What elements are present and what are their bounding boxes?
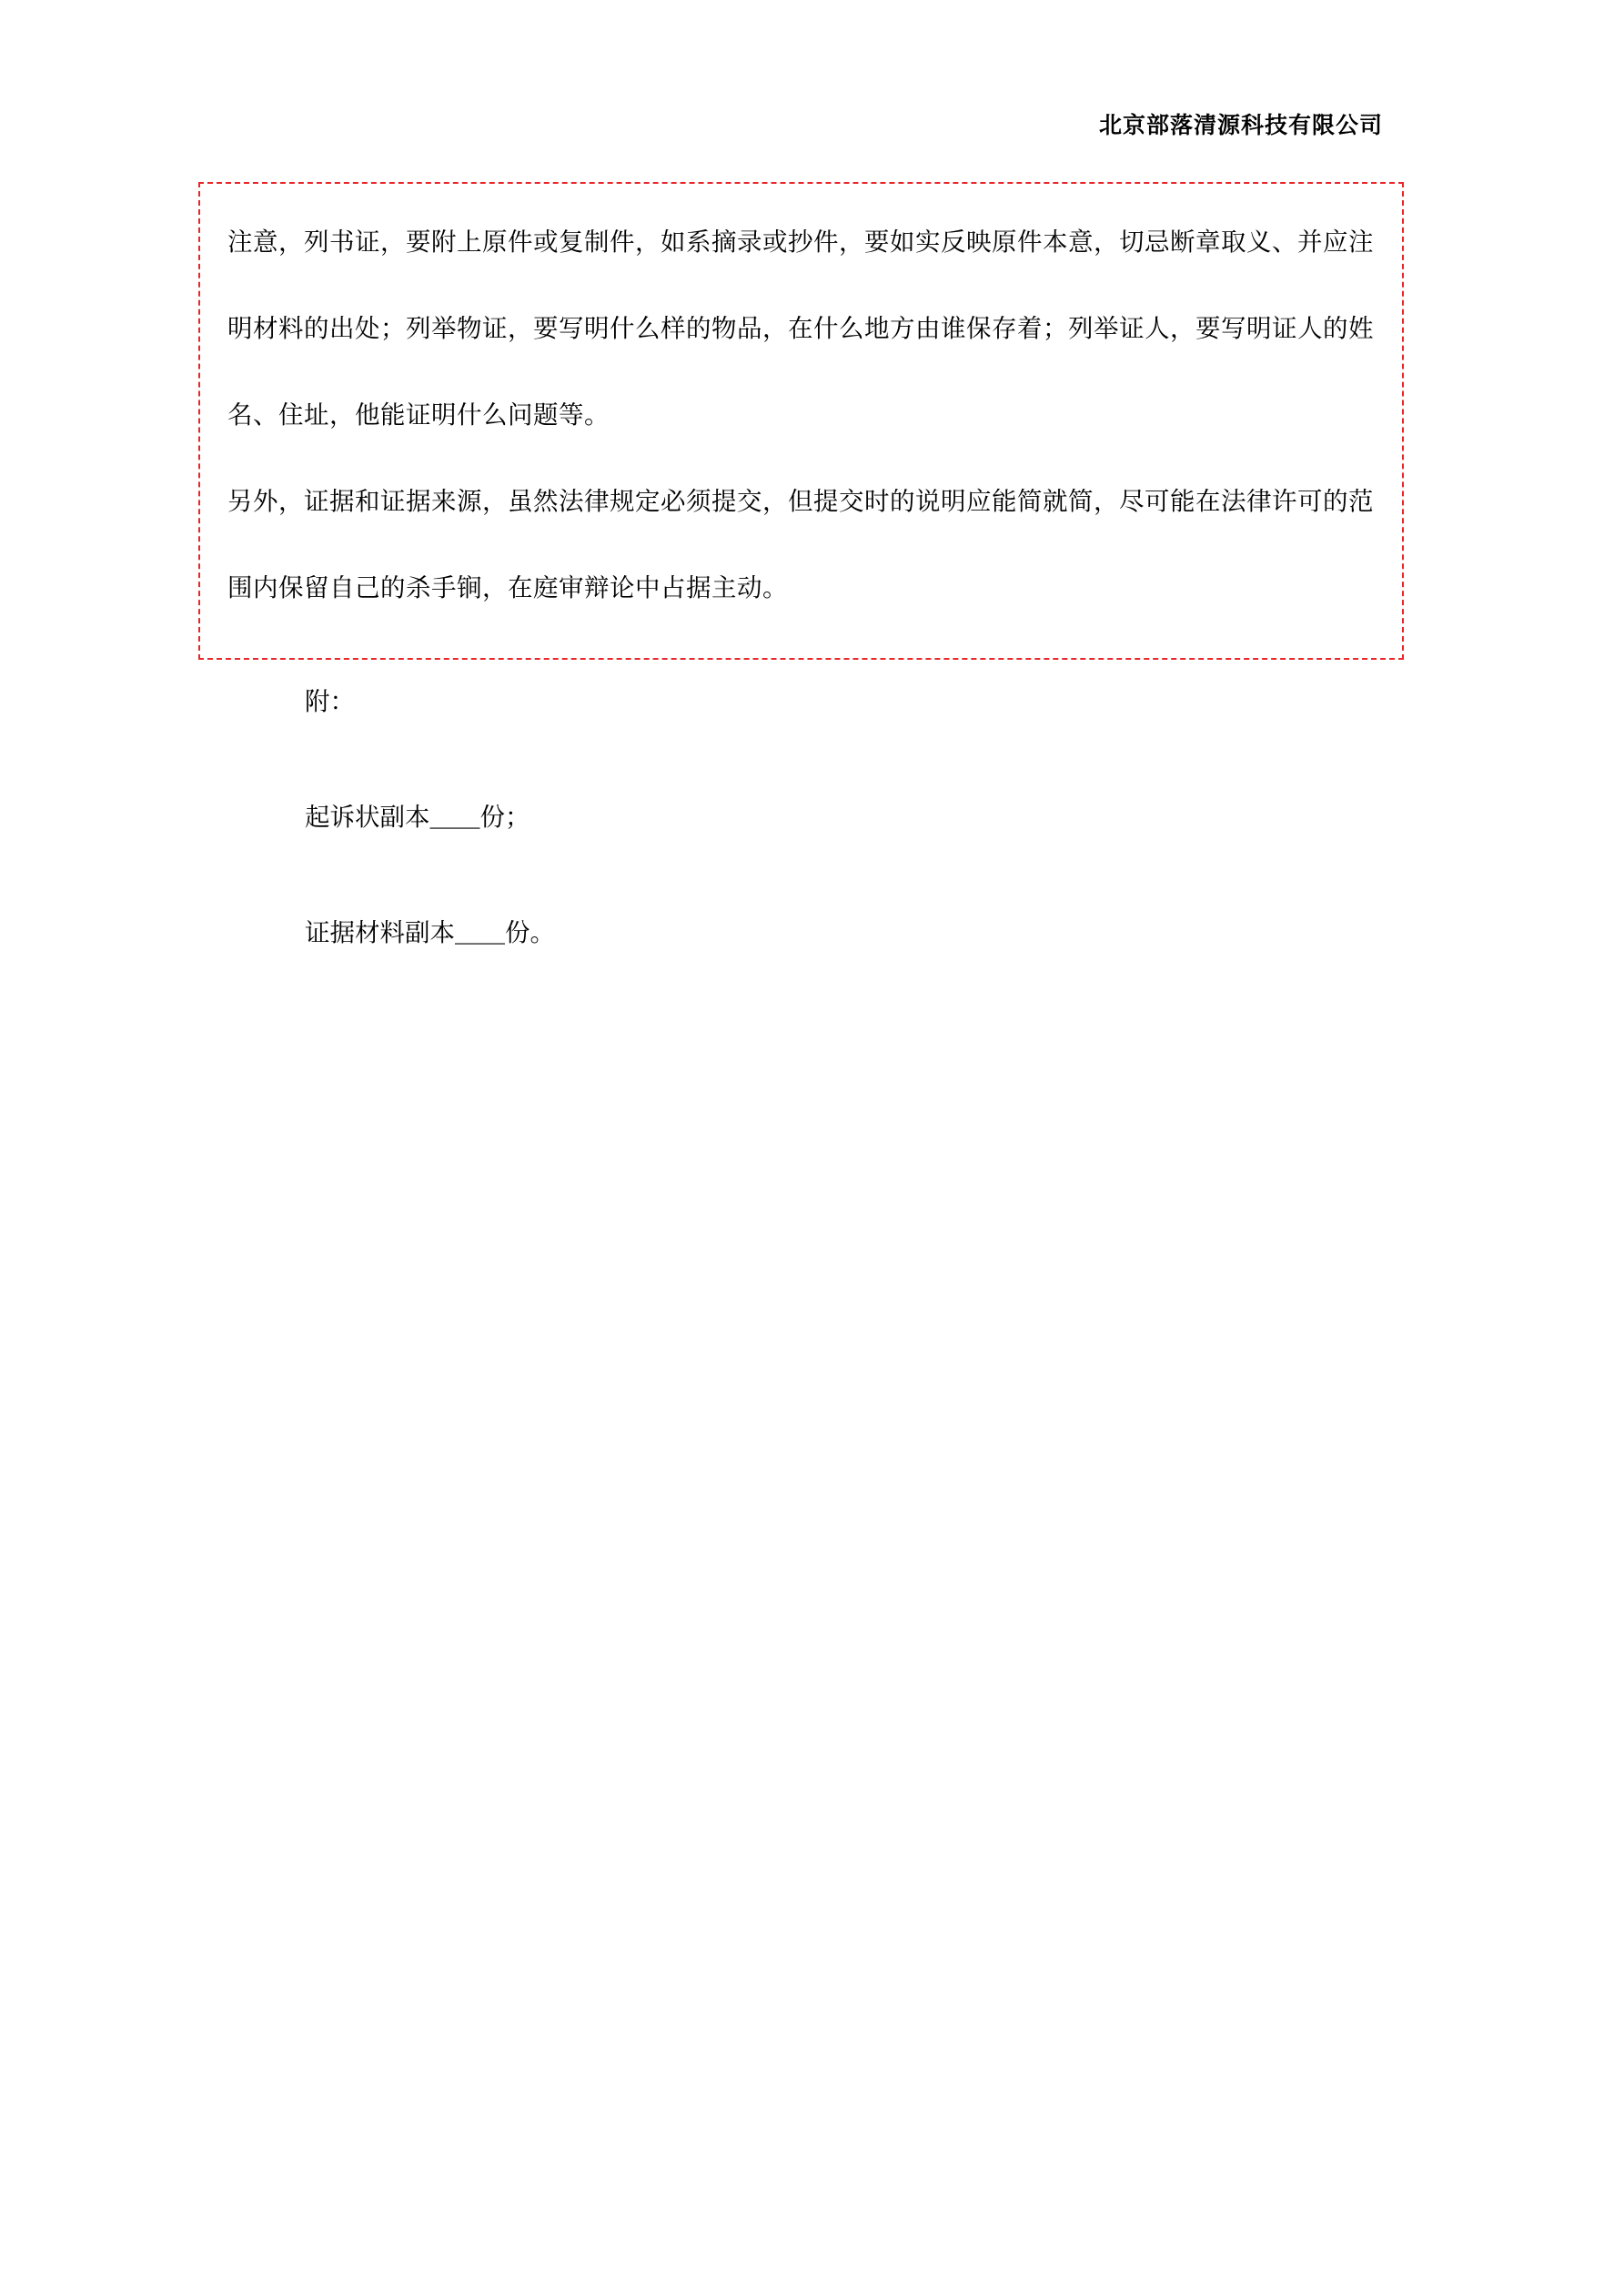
attachment-label: 附： xyxy=(305,687,355,715)
paragraph-evidence-source: 另外，证据和证据来源，虽然法律规定必须提交，但提交时的说明应能简就简，尽可能在法律许可的范围内保留自己的杀手锏，在庭审辩论中占据主动。 xyxy=(227,487,1374,602)
attachment-item-complaint-copies: 起诉状副本＿＿份； xyxy=(305,803,530,831)
company-header: 北京部落清源科技有限公司 xyxy=(1098,113,1383,138)
paragraph-evidence-notes: 注意，列书证，要附上原件或复制件，如系摘录或抄件，要如实反映原件本意，切忌断章取义、并应注明材料的出处；列举物证，要写明什么样的物品，在什么地方由谁保存着；列举证人，要写明证人的姓名、住址，他能证明什么问题等。 xyxy=(227,228,1374,429)
attachment-item-evidence-copies: 证据材料副本＿＿份。 xyxy=(305,918,555,946)
